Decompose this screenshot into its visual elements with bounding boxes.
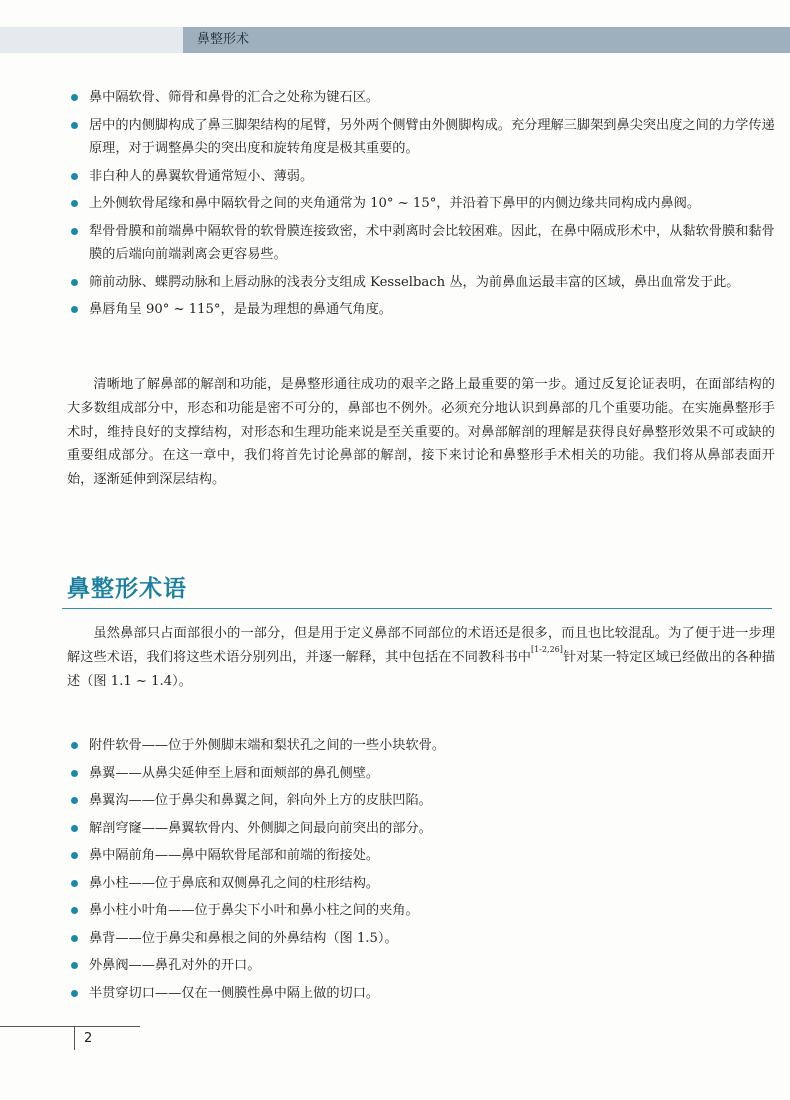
list-item: 解剖穹窿——鼻翼软骨内、外侧脚之间最向前突出的部分。: [67, 817, 775, 841]
header-title: 鼻整形术: [197, 32, 250, 47]
list-item: 犁骨骨膜和前端鼻中隔软骨的软骨膜连接致密，术中剥离时会比较困难。因此，在鼻中隔成形术中，从黏软骨膜和黏骨膜的后端向前端剥离会更容易些。: [67, 220, 775, 267]
running-header: [0, 27, 790, 53]
bullet-icon: [71, 852, 78, 859]
list-item: 鼻中隔软骨、筛骨和鼻骨的汇合之处称为键石区。: [67, 86, 775, 110]
bullet-icon: [71, 742, 78, 749]
intro-paragraph: 清晰地了解鼻部的解剖和功能，是鼻整形通往成功的艰辛之路上最重要的第一步。通过反复论证表明，在面部结构的大多数组成部分中，形态和功能是密不可分的，鼻部也不例外。必须充分地认识到鼻部的几个重要功能。在实施鼻整形手术时，维持良好的支撑结构，对形态和生理功能来说是至关重要的。对鼻部解剖的理解是获得良好鼻整形效果不可或缺的重要组成部分。在这一章中，我们将首先讨论鼻部的解剖，接下来讨论和鼻整形手术相关的功能。我们将从鼻部表面开始，逐渐延伸到深层结构。: [67, 377, 775, 488]
list-item: 鼻背——位于鼻尖和鼻根之间的外鼻结构（图 1.5）。: [67, 927, 775, 951]
list-item: 居中的内侧脚构成了鼻三脚架结构的尾臂，另外两个侧臂由外侧脚构成。充分理解三脚架到鼻尖突出度之间的力学传递原理，对于调整鼻尖的突出度和旋转角度是极其重要的。: [67, 114, 775, 161]
bullet-icon: [71, 200, 78, 207]
list-item: 鼻小柱——位于鼻底和双侧鼻孔之间的柱形结构。: [67, 872, 775, 896]
header-tab: [183, 27, 790, 53]
list-item: 上外侧软骨尾缘和鼻中隔软骨之间的夹角通常为 10° ~ 15°，并沿着下鼻甲的内侧边缘共同构成内鼻阀。: [67, 192, 775, 216]
list-item: 鼻中隔前角——鼻中隔软骨尾部和前端的衔接处。: [67, 844, 775, 868]
bullet-icon: [71, 173, 78, 180]
bullet-icon: [71, 279, 78, 286]
bullet-icon: [71, 962, 78, 969]
list-item: 非白种人的鼻翼软骨通常短小、薄弱。: [67, 165, 775, 189]
list-item: 鼻翼沟——位于鼻尖和鼻翼之间，斜向外上方的皮肤凹陷。: [67, 789, 775, 813]
list-item: 鼻小柱小叶角——位于鼻尖下小叶和鼻小柱之间的夹角。: [67, 899, 775, 923]
bullet-icon: [71, 122, 78, 129]
terms-list-container: [67, 734, 775, 1009]
terms-list: [67, 734, 775, 1005]
bullet-icon: [71, 306, 78, 313]
footer-rule: [0, 1026, 140, 1027]
bullet-icon: [71, 228, 78, 235]
bullet-icon: [71, 94, 78, 101]
footer-rule-vertical: [74, 1026, 75, 1050]
bullet-icon: [71, 935, 78, 942]
section-divider: [62, 608, 772, 609]
bullet-icon: [71, 907, 78, 914]
bullet-icon: [71, 880, 78, 887]
key-points: [67, 86, 775, 326]
list-item: 半贯穿切口——仅在一侧膜性鼻中隔上做的切口。: [67, 982, 775, 1006]
list-item: 鼻翼——从鼻尖延伸至上唇和面颊部的鼻孔侧壁。: [67, 762, 775, 786]
bullet-icon: [71, 990, 78, 997]
list-item: 附件软骨——位于外侧脚末端和梨状孔之间的一些小块软骨。: [67, 734, 775, 758]
bullet-icon: [71, 825, 78, 832]
citation: [1-2,26]: [531, 644, 563, 654]
bullet-icon: [71, 770, 78, 777]
list-item: 外鼻阀——鼻孔对外的开口。: [67, 954, 775, 978]
page-number: 2: [84, 1031, 93, 1046]
list-item: 鼻唇角呈 90° ~ 115°，是最为理想的鼻通气角度。: [67, 298, 775, 322]
key-points-list: [67, 86, 775, 322]
list-item: 筛前动脉、蝶腭动脉和上唇动脉的浅表分支组成 Kesselbach 丛，为前鼻血运最丰富的区域，鼻出血常发于此。: [67, 271, 775, 295]
header-band: [0, 27, 183, 53]
terminology-paragraph: 虽然鼻部只占面部很小的一部分，但是用于定义鼻部不同部位的术语还是很多，而且也比较混乱。为了便于进一步理解这些术语，我们将这些术语分别列出，并逐一解释，其中包括在不同教科书中[1-2,26]针对某一特定区域已经做出的各种描述（图 1.1 ~ 1.4）。: [67, 626, 775, 689]
bullet-icon: [71, 797, 78, 804]
section-title: 鼻整形术语: [67, 576, 187, 602]
